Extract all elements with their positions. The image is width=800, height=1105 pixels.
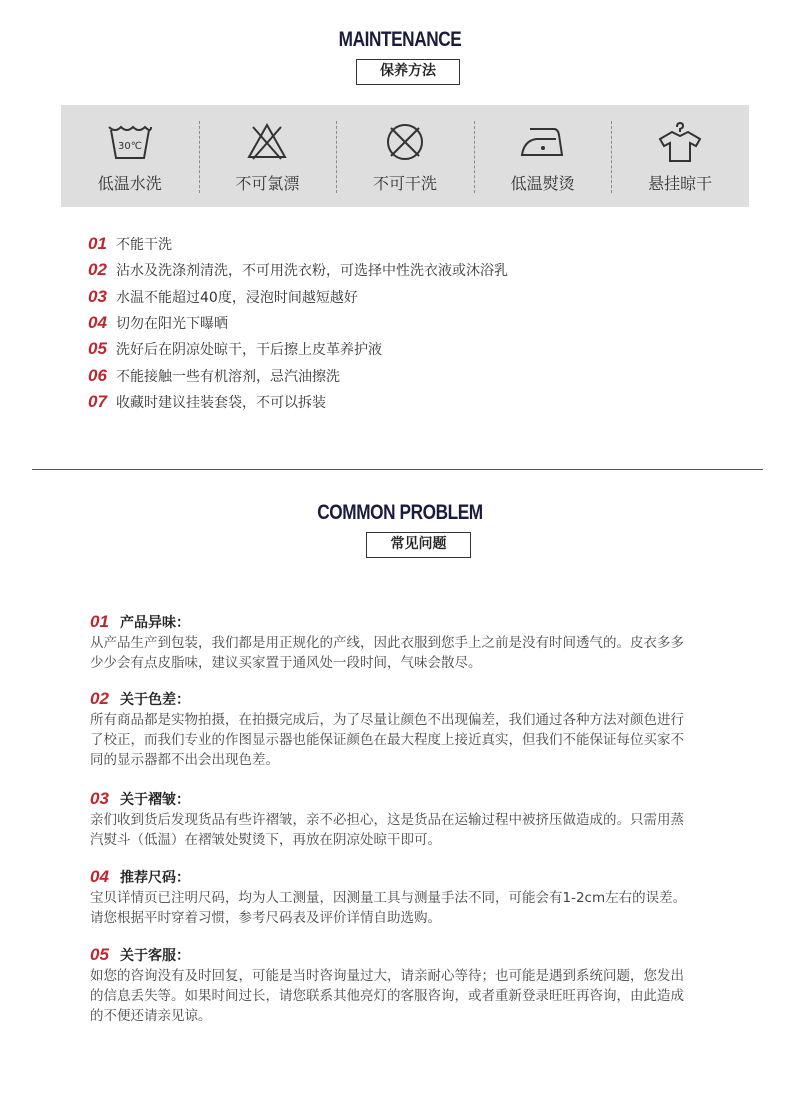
faq-line: 请您根据平时穿着习惯，参考尺码表及评价详情自助选购。 bbox=[90, 910, 441, 926]
rule-text: 不能接触一些有机溶剂，忌汽油擦洗 bbox=[116, 368, 340, 385]
care-item-dry-clean bbox=[336, 105, 474, 207]
list-item bbox=[88, 389, 508, 415]
list-item bbox=[88, 257, 508, 283]
faq-body bbox=[90, 810, 750, 850]
no-dry-clean-icon bbox=[383, 121, 427, 163]
rule-number: 03 bbox=[88, 286, 107, 306]
faq-line: 如您的咨询没有及时回复，可能是当时咨询量过大，请亲耐心等待；也可能是遇到系统问题，您发出 bbox=[90, 968, 684, 984]
rule-text: 水温不能超过40度，浸泡时间越短越好 bbox=[116, 289, 358, 306]
list-item bbox=[88, 310, 508, 336]
problem-title: COMMON PROBLEM bbox=[317, 501, 483, 524]
wash-temp-text: 30℃ bbox=[117, 141, 142, 152]
faq-body bbox=[90, 633, 750, 673]
faq-item bbox=[90, 944, 750, 1026]
rule-text: 切勿在阳光下曝晒 bbox=[116, 316, 228, 333]
rule-text: 沾水及洗涤剂清洗，不可用洗衣粉，可选择中性洗衣液或沐浴乳 bbox=[116, 263, 508, 280]
maintenance-rules bbox=[88, 231, 508, 415]
no-bleach-icon bbox=[245, 121, 289, 163]
maintenance-title: MAINTENANCE bbox=[338, 28, 462, 51]
rule-number: 02 bbox=[88, 260, 107, 280]
list-item bbox=[88, 284, 508, 310]
maintenance-subtitle: 保养方法 bbox=[356, 59, 460, 85]
faq-item bbox=[90, 866, 750, 928]
faq-line: 亲们收到货后发现货品有些许褶皱，亲不必担心，这是货品在运输过程中被挤压做造成的。只需用蒸 bbox=[90, 812, 684, 828]
faq-title: 产品异味： bbox=[120, 615, 190, 631]
rule-number: 04 bbox=[88, 313, 107, 333]
faq-item bbox=[90, 788, 750, 850]
rule-text: 收藏时建议挂装套袋，不可以拆装 bbox=[116, 394, 326, 411]
faq-line: 同的显示器都不出会出现色差。 bbox=[90, 752, 279, 768]
care-label: 低温水洗 bbox=[97, 174, 162, 193]
section-divider bbox=[32, 469, 763, 470]
faq-line: 汽熨斗（低温）在褶皱处熨烫下，再放在阴凉处晾干即可。 bbox=[90, 832, 441, 848]
care-item-wash bbox=[61, 105, 199, 207]
faq-line: 所有商品都是实物拍摄，在拍摄完成后，为了尽量让颜色不出现偏差，我们通过各种方法对颜色进行 bbox=[90, 712, 684, 728]
faq-item bbox=[90, 611, 750, 673]
list-item bbox=[88, 336, 508, 362]
faq-line: 少少会有点皮脂味，建议买家置于通风处一段时间，气味会散尽。 bbox=[90, 655, 482, 671]
faq-body bbox=[90, 966, 750, 1026]
list-item bbox=[88, 231, 508, 257]
faq-title: 关于客服： bbox=[120, 948, 190, 964]
faq-item bbox=[90, 688, 750, 770]
faq-line: 的信息丢失等。如果时间过长，请您联系其他亮灯的客服咨询，或者重新登录旺旺再咨询，由此造成 bbox=[90, 988, 684, 1004]
faq-number: 01 bbox=[90, 612, 109, 631]
faq-number: 04 bbox=[90, 867, 109, 886]
rule-number: 05 bbox=[88, 339, 107, 359]
faq-number: 05 bbox=[90, 945, 109, 964]
rule-text: 洗好后在阴凉处晾干，干后擦上皮革养护液 bbox=[116, 342, 382, 359]
faq-body bbox=[90, 888, 750, 928]
problem-subtitle: 常见问题 bbox=[366, 532, 471, 558]
wash-30-icon bbox=[107, 121, 153, 163]
rule-number: 07 bbox=[88, 391, 107, 411]
care-label: 低温熨烫 bbox=[510, 174, 575, 193]
rule-text: 不能干洗 bbox=[116, 237, 172, 254]
faq-title: 推荐尺码： bbox=[120, 870, 190, 886]
care-label: 不可氯漂 bbox=[235, 174, 300, 193]
list-item bbox=[88, 362, 508, 388]
faq-title: 关于褶皱： bbox=[120, 792, 190, 808]
rule-number: 01 bbox=[88, 234, 107, 254]
low-iron-icon bbox=[518, 121, 568, 163]
rule-number: 06 bbox=[88, 365, 107, 385]
care-label: 不可干洗 bbox=[372, 174, 437, 193]
care-item-iron bbox=[474, 105, 612, 207]
faq-line: 宝贝详情页已注明尺码，均为人工测量，因测量工具与测量手法不同，可能会有1-2cm左右的误差。 bbox=[90, 890, 687, 906]
faq-body bbox=[90, 710, 750, 770]
faq-number: 03 bbox=[90, 789, 109, 808]
faq-number: 02 bbox=[90, 689, 109, 708]
faq-line: 从产品生产到包装，我们都是用正规化的产线，因此衣服到您手上之前是没有时间透气的。皮衣多多 bbox=[90, 635, 684, 651]
care-item-bleach bbox=[199, 105, 337, 207]
hang-dry-icon bbox=[655, 121, 705, 165]
faq-line: 的不便还请亲见谅。 bbox=[90, 1008, 212, 1024]
faq-line: 了校正，而我们专业的作图显示器也能保证颜色在最大程度上接近真实，但我们不能保证每位买家不 bbox=[90, 732, 684, 748]
care-symbols-bar bbox=[61, 105, 749, 207]
care-label: 悬挂晾干 bbox=[648, 174, 713, 193]
care-item-hang bbox=[611, 105, 749, 207]
faq-title: 关于色差： bbox=[120, 692, 190, 708]
